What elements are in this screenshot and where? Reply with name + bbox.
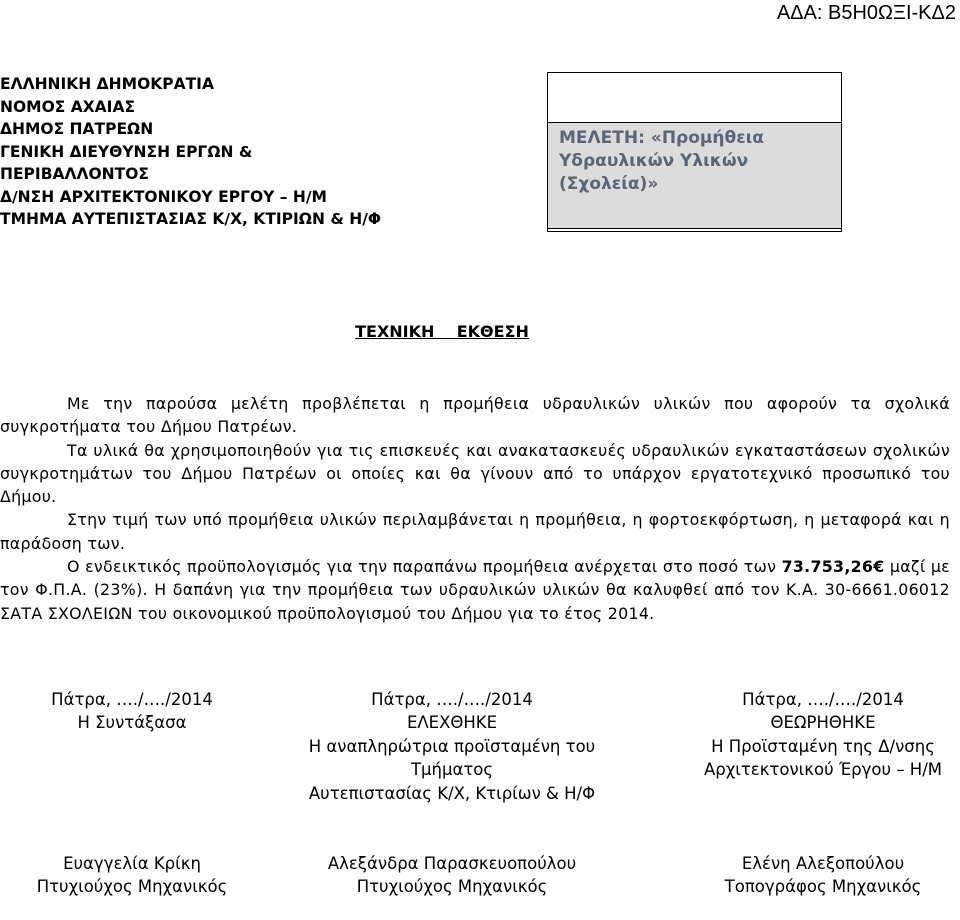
- signature-name: Ελένη Αλεξοπούλου: [741, 853, 905, 873]
- study-title-box: [547, 72, 842, 232]
- study-title-line: ΜΕΛΕΤΗ: «Προμήθεια: [559, 128, 764, 148]
- signature-name: Ευαγγελία Κρίκη: [63, 853, 201, 873]
- header-line: ΠΕΡΙΒΑΛΛΟΝΤΟΣ: [0, 165, 149, 183]
- signature-role: Η Συντάξασα: [77, 713, 187, 733]
- signature-role: Τμήματος: [410, 760, 494, 780]
- signature-title: Τοπογράφος Μηχανικός: [724, 877, 922, 897]
- signature-role: Αυτεπιστασίας Κ/Χ, Κτιρίων & Η/Φ: [308, 783, 596, 803]
- signature-date: Πάτρα, …./…./2014: [742, 690, 904, 709]
- budget-amount: 73.753,26€: [781, 557, 885, 577]
- signature-block-middle: [284, 688, 620, 899]
- signature-role: Η αναπληρώτρια προϊσταμένη του: [308, 736, 596, 756]
- header-line: ΓΕΝΙΚΗ ΔΙΕΥΘΥΝΣΗ ΕΡΓΩΝ &: [0, 142, 253, 161]
- header-line: ΤΜΗΜΑ ΑΥΤΕΠΙΣΤΑΣΙΑΣ Κ/Χ, ΚΤΙΡΙΩΝ & Η/Φ: [0, 210, 382, 228]
- signature-role: Αρχιτεκτονικού Έργου – Η/Μ: [703, 760, 943, 780]
- study-title-line: Υδραυλικών Υλικών: [559, 151, 749, 171]
- study-title-line: (Σχολεία)»: [559, 174, 659, 194]
- study-box-title-cell: [548, 123, 841, 229]
- report-title: ΤΕΧΝΙΚΗ ΕΚΘΕΣΗ: [355, 322, 529, 341]
- header-line: ΔΗΜΟΣ ΠΑΤΡΕΩΝ: [0, 120, 154, 138]
- signature-role: Η Προϊσταμένη της Δ/νσης: [711, 736, 935, 756]
- paragraph-text: Ο ενδεικτικός προϋπολογισμός για την παραπάνω προμήθεια ανέρχεται στο ποσό των: [67, 557, 782, 577]
- signature-date: Πάτρα, …./…./2014: [371, 690, 533, 709]
- paragraph: Στην τιμή των υπό προμήθεια υλικών περιλαμβάνεται η προμήθεια, η φορτοεκφόρτωση, η μεταφορά και η παράδοση των.: [0, 510, 950, 553]
- signature-title: Πτυχιούχος Μηχανικός: [356, 877, 548, 897]
- report-body: [0, 392, 950, 625]
- header-line: ΕΛΛΗΝΙΚΗ ΔΗΜΟΚΡΑΤΙΑ: [0, 75, 214, 93]
- signature-name: Αλεξάνδρα Παρασκευοπούλου: [327, 854, 577, 874]
- ada-code: ΑΔΑ: Β5Η0ΩΞΙ-ΚΔ2: [776, 2, 956, 24]
- issuing-authority-header: [0, 73, 381, 231]
- header-line: ΝΟΜΟΣ ΑΧΑΙΑΣ: [0, 97, 136, 116]
- header-line: Δ/ΝΣΗ ΑΡΧΙΤΕΚΤΟΝΙΚΟΥ ΕΡΓΟΥ – Η/Μ: [0, 187, 327, 206]
- paragraph: [0, 555, 950, 625]
- signature-date: Πάτρα, …./…./2014: [51, 690, 213, 709]
- signature-block-right: [680, 688, 960, 898]
- signature-title: Πτυχιούχος Μηχανικός: [36, 877, 228, 897]
- paragraph: Τα υλικά θα χρησιμοποιηθούν για τις επισκευές και ανακατασκευές υδραυλικών εγκαταστάσεων σχολικών συγκροτημάτων του Δήμου Πατρέων οι οποίες και θα γίνουν από το υπάρχον εργατοτεχνικό προσωπικό του Δήμου.: [0, 440, 950, 507]
- study-box-top-cell: [548, 73, 841, 123]
- paragraph: Με την παρούσα μελέτη προβλέπεται η προμήθεια υδραυλικών υλικών που αφορούν τα σχολικά συγκροτήματα του Δήμου Πατρέων.: [0, 394, 950, 437]
- signature-status: ΘΕΩΡΗΘΗΚΕ: [770, 713, 876, 733]
- signature-status: ΕΛΕΧΘΗΚΕ: [406, 713, 498, 733]
- signature-block-left: [24, 688, 240, 899]
- paragraph-text: μαζί με τον Φ.Π.Α. (23%). Η δαπάνη για την προμήθεια των υδραυλικών υλικών θα καλυφθεί από τον Κ.Α. 30-6661.06012 ΣΑΤΑ ΣΧΟΛΕΙΩΝ του οικονομικού προϋπολογισμού του Δήμου για το έτος 2014.: [0, 557, 951, 623]
